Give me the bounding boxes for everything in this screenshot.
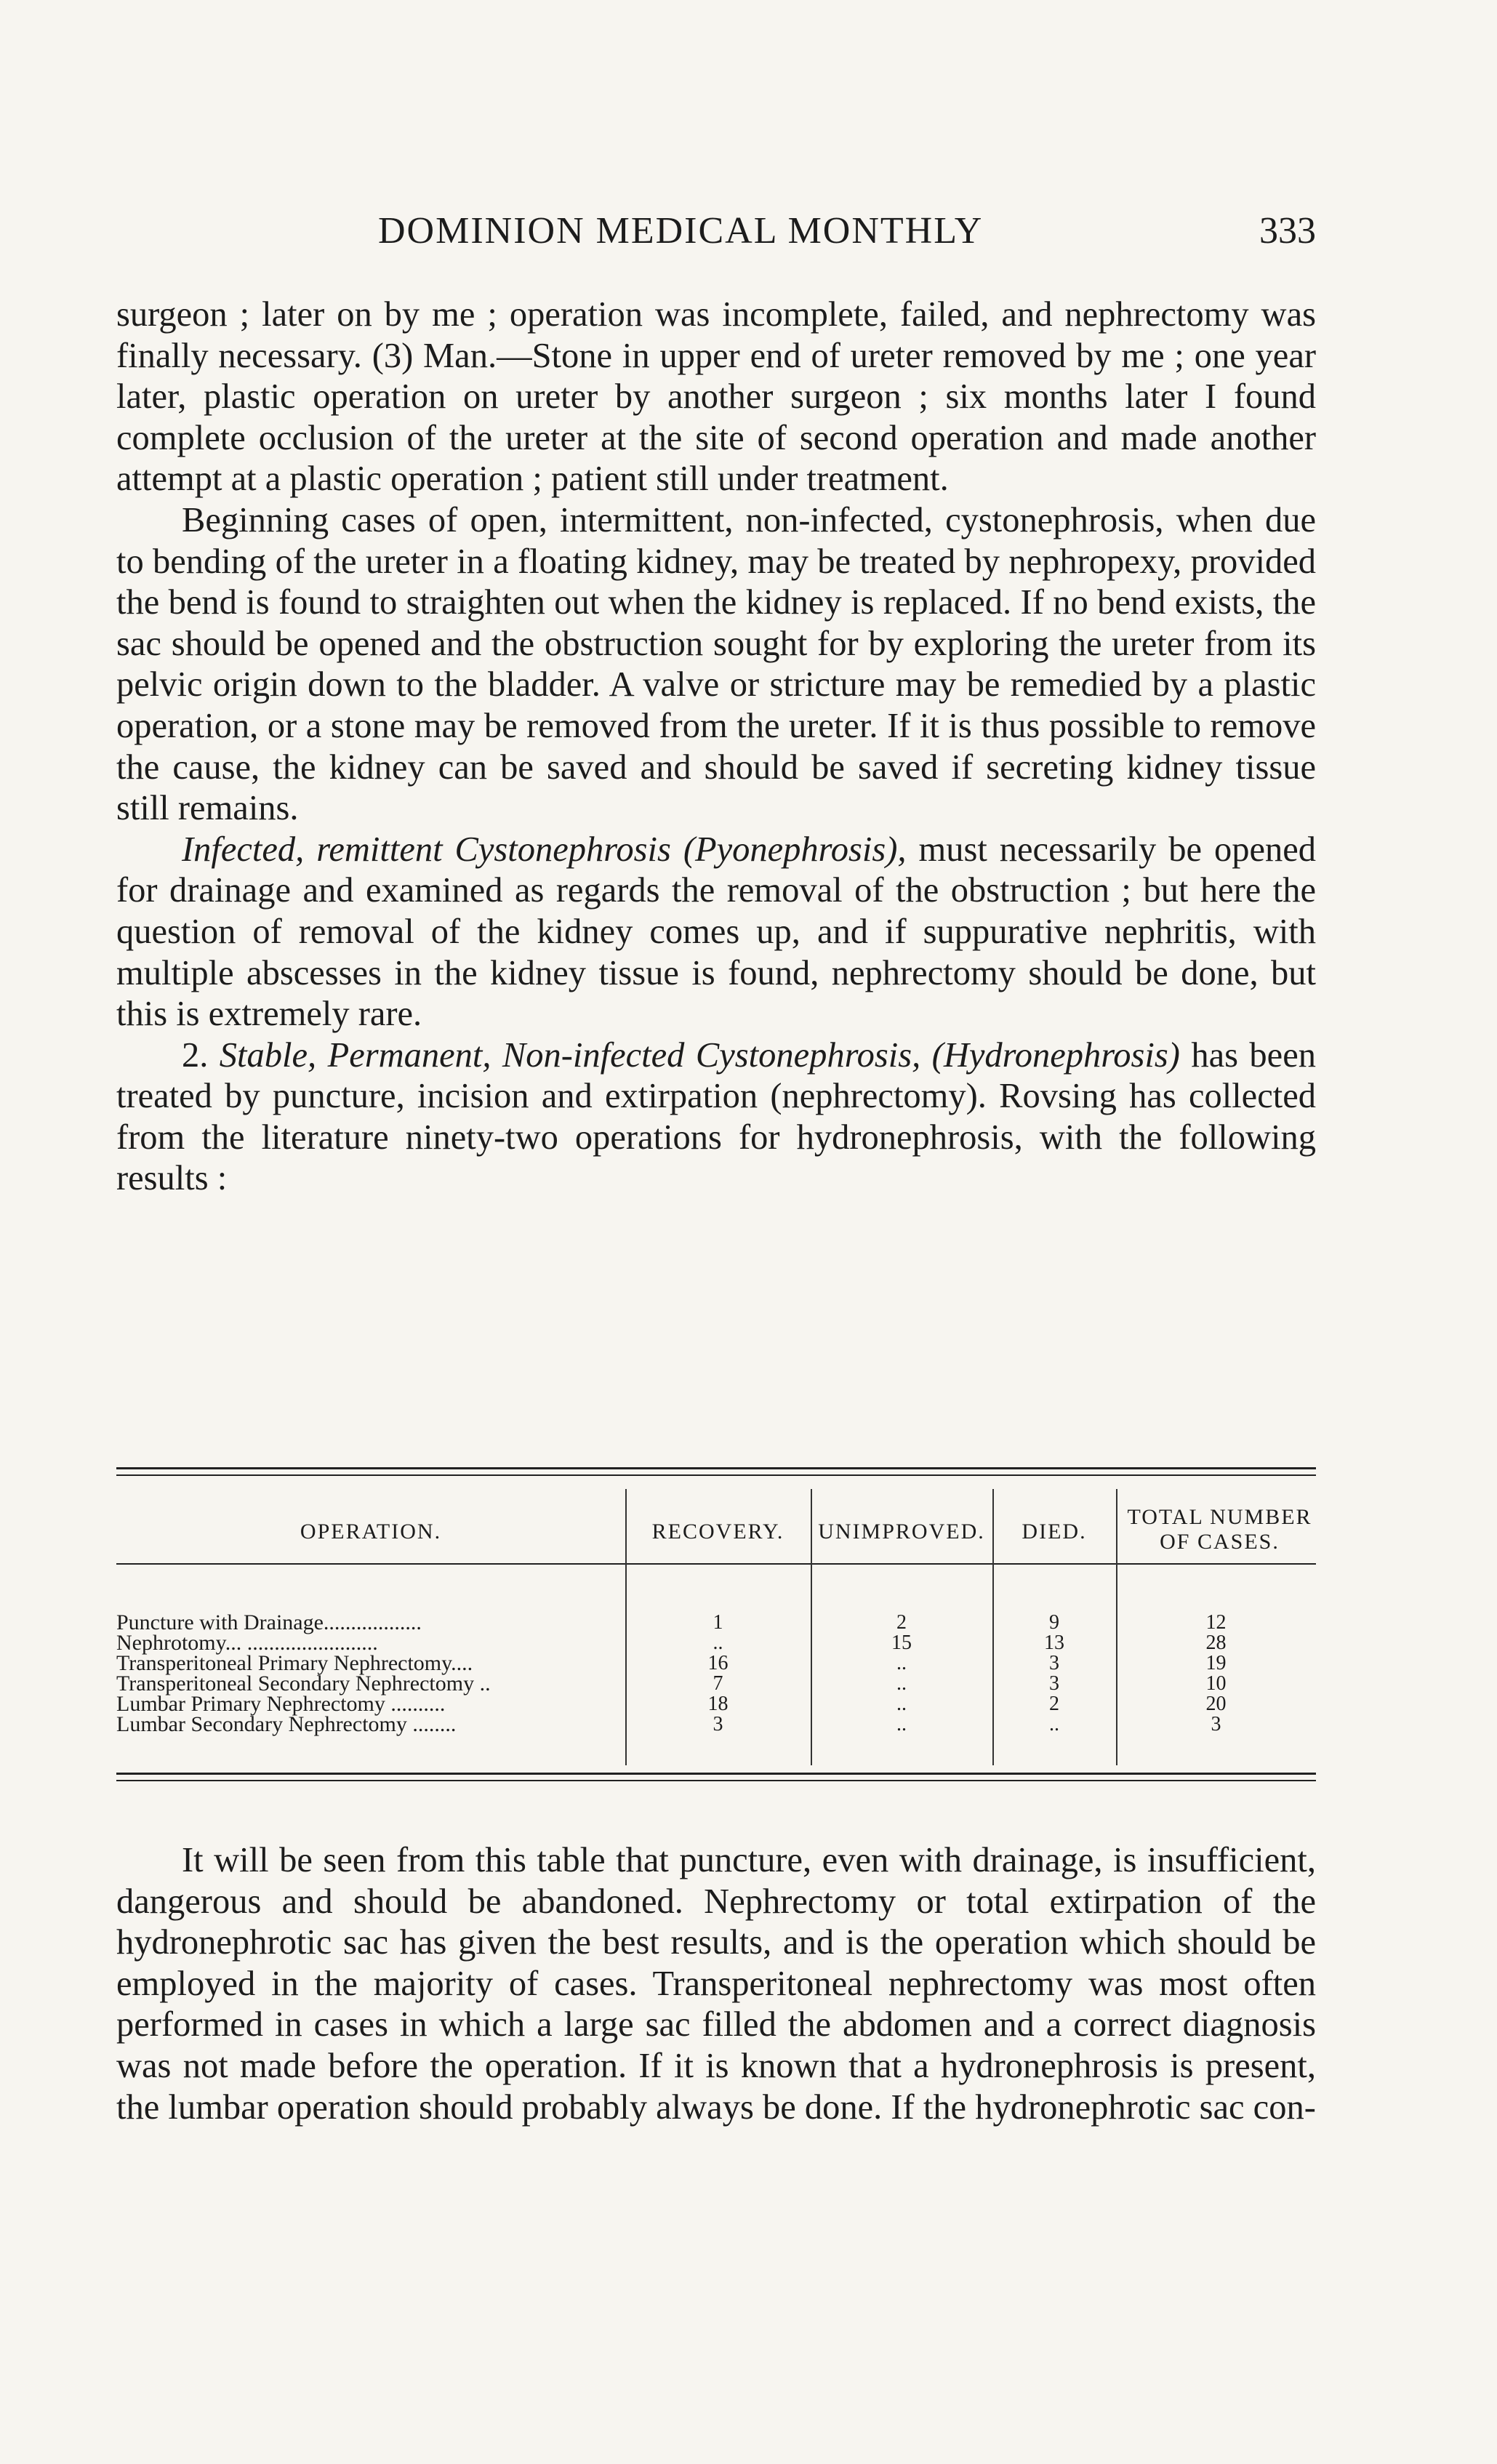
row-recovery: 3 — [713, 1713, 723, 1735]
table-bottom-rule — [116, 1773, 1316, 1775]
row-operation: Lumbar Primary Nephrectomy .......... — [116, 1692, 446, 1716]
row-recovery: .. — [713, 1632, 723, 1654]
paragraph — [116, 294, 1316, 500]
row-unimproved: 2 — [896, 1611, 907, 1634]
results-table — [116, 1467, 1316, 1802]
body-text-top — [116, 294, 1316, 1200]
paragraph — [116, 1840, 1316, 2128]
column-header-unimproved: UNIMPROVED. — [818, 1520, 985, 1544]
row-unimproved: .. — [896, 1693, 907, 1715]
text-run: 2. — [182, 1035, 220, 1075]
page-header — [378, 209, 1316, 253]
row-operation: Lumbar Secondary Nephrectomy ........ — [116, 1712, 457, 1736]
body-text-bottom — [116, 1840, 1316, 2128]
row-unimproved: 15 — [891, 1632, 912, 1654]
row-unimproved: .. — [896, 1713, 907, 1735]
italic-run: Infected, remittent Cystonephrosis (Pyonephrosis), — [182, 830, 907, 869]
row-operation: Nephrotomy... ........................ — [116, 1631, 378, 1655]
row-died: 9 — [1049, 1611, 1059, 1634]
text-run: It will be seen from this table that puncture, even with drainage, is insufficient, dangerous and should be abandoned. Nephrectomy or total extirpation of the hydronephrotic sac has given the best results, and is the operation which should be employed in the majority of cases. Transperitoneal nephrectomy was most often performed in cases in which a large sac filled the abdomen and a correct diagnosis was not made before the operation. If it is known that a hydronephrosis is present, the lumbar operation should probably always be done. If the hydronephrotic sac con- — [116, 1841, 1316, 2127]
row-operation: Puncture with Drainage.................. — [116, 1610, 422, 1634]
row-total: 19 — [1205, 1652, 1227, 1674]
row-total: 3 — [1211, 1713, 1221, 1735]
italic-run: Stable, Permanent, Non-infected Cystonephrosis, (Hydronephrosis) — [219, 1035, 1180, 1075]
paragraph — [116, 500, 1316, 830]
row-total: 10 — [1205, 1672, 1227, 1695]
text-run: surgeon ; later on by me ; operation was incomplete, failed, and nephrectomy was finally necessary. (3) Man.—Stone in upper end of ureter removed by me ; one year later, plastic operation on ureter by another surgeon ; six months later I found complete occlusion of the ureter at the site of second operation and made another attempt at a plastic operation ; patient still under treatment. — [116, 295, 1316, 499]
row-unimproved: .. — [896, 1652, 907, 1674]
row-recovery: 1 — [713, 1611, 723, 1634]
row-died: 3 — [1049, 1652, 1059, 1674]
row-operation: Transperitoneal Primary Nephrectomy.... — [116, 1651, 473, 1675]
column-header-operation: OPERATION. — [300, 1520, 442, 1544]
table-top-rule — [116, 1467, 1316, 1469]
page-number: 333 — [1259, 210, 1316, 252]
paragraph — [116, 1035, 1316, 1200]
row-recovery: 7 — [713, 1672, 723, 1695]
row-operation: Transperitoneal Secondary Nephrectomy .. — [116, 1672, 491, 1695]
row-died: 13 — [1044, 1632, 1064, 1654]
row-total: 20 — [1205, 1693, 1227, 1715]
text-run: Beginning cases of open, intermittent, non-infected, cystonephrosis, when due to bending of the ureter in a floating kidney, may be treated by nephropexy, provided the bend is found to straighten out when the kidney is replaced. If no bend exists, the sac should be opened and the obstruction sought for by exploring the ureter from its pelvic origin down to the bladder. A valve or stricture may be remedied by a plastic operation, or a stone may be removed from the ureter. If it is thus possible to remove the cause, the kidney can be saved and should be saved if secreting kidney tissue still remains. — [116, 500, 1316, 828]
row-died: .. — [1049, 1713, 1059, 1735]
table-bottom-rule-inner — [116, 1780, 1316, 1781]
row-total: 12 — [1205, 1611, 1227, 1634]
table-top-rule-inner — [116, 1474, 1316, 1476]
row-died: 2 — [1049, 1693, 1059, 1715]
column-header-total: TOTAL NUMBER OF CASES. — [1127, 1505, 1312, 1554]
row-unimproved: .. — [896, 1672, 907, 1695]
text-run: has been treated by puncture, incision and extirpation (nephrectomy). Rovsing has collected from the literature ninety-two operations for hydronephrosis, with the following results : — [116, 1035, 1316, 1198]
paragraph — [116, 830, 1316, 1035]
row-died: 3 — [1049, 1672, 1059, 1695]
table-header-rule — [116, 1563, 1316, 1565]
column-header-recovery: RECOVERY. — [651, 1520, 784, 1544]
row-recovery: 18 — [707, 1693, 729, 1715]
row-recovery: 16 — [707, 1652, 729, 1674]
running-title: DOMINION MEDICAL MONTHLY — [378, 210, 984, 252]
row-total: 28 — [1205, 1632, 1227, 1654]
text-run: must necessarily be opened for drainage and examined as regards the removal of the obstruction ; but here the question of removal of the kidney comes up, and if suppurative nephritis, with multiple abscesses in the kidney tissue is found, nephrectomy should be done, but this is extremely rare. — [116, 830, 1317, 1034]
column-header-died: DIED. — [1022, 1520, 1087, 1544]
